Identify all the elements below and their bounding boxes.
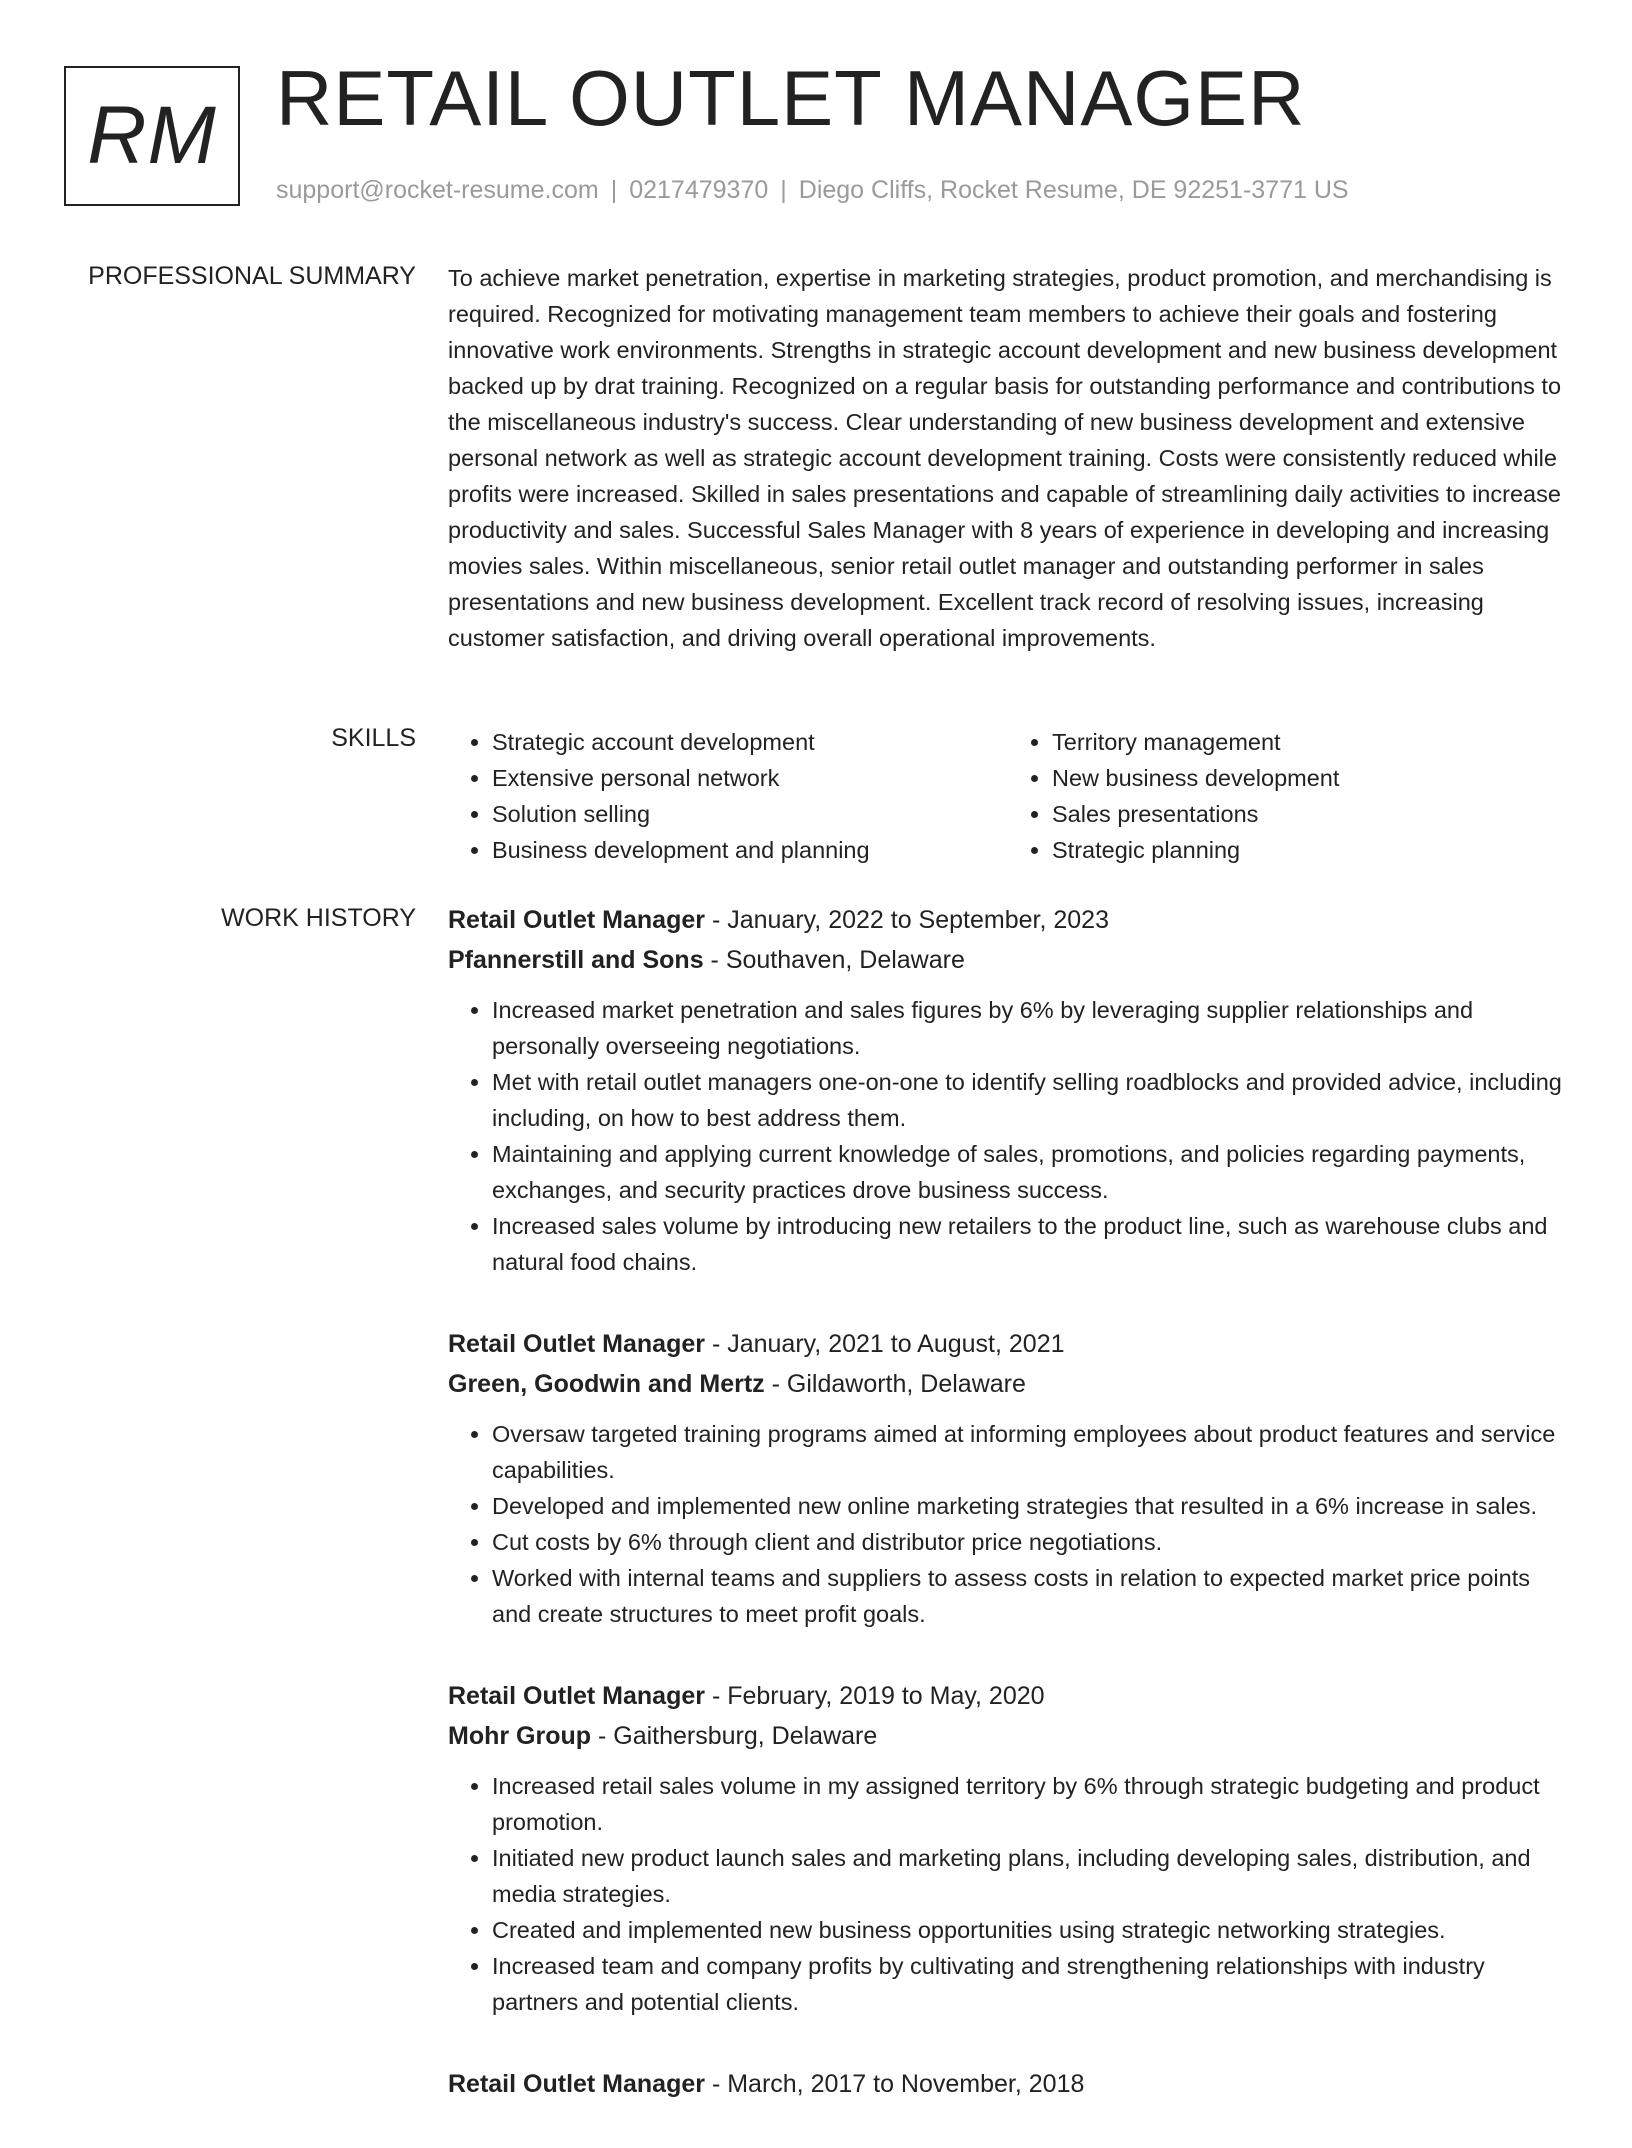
job-dates: - February, 2019 to May, 2020 — [705, 1682, 1045, 1710]
skill-item: • Strategic planning — [1052, 832, 1568, 868]
job-bullet: • Developed and implemented new online marketing strategies that resulted in a 6% increase in sales. — [492, 1488, 1568, 1524]
job-title-line — [448, 900, 1568, 940]
job-bullet: • Increased sales volume by introducing new retailers to the product line, such as warehouse clubs and natural food chains. — [492, 1208, 1568, 1280]
job-title: Retail Outlet Manager — [448, 2070, 705, 2098]
job-bullet: • Increased retail sales volume in my assigned territory by 6% through strategic budgeting and product promotion. — [492, 1768, 1568, 1840]
job-title-line — [448, 2064, 1568, 2104]
job-bullet: • Maintaining and applying current knowledge of sales, promotions, and policies regarding payments, exchanges, and security practices drove business success. — [492, 1136, 1568, 1208]
resume-title: RETAIL OUTLET MANAGER — [276, 54, 1306, 142]
contact-line — [276, 176, 1349, 205]
job-bullet: • Increased market penetration and sales figures by 6% by leveraging supplier relationships and personally overseeing negotiations. — [492, 992, 1568, 1064]
job-dates: - January, 2021 to August, 2021 — [705, 1330, 1065, 1358]
job-bullet: • Increased team and company profits by cultivating and strengthening relationships with industry partners and potential clients. — [492, 1948, 1568, 2020]
summary-text: To achieve market penetration, expertise in marketing strategies, product promotion, and merchandising is required. Recognized for motivating management team members to achieve their goals and fostering innovative work environments. Strengths in strategic account development and new business development backed up by drat training. Recognized on a regular basis for outstanding performance and contributions to the miscellaneous industry's success. Clear understanding of new business development and extensive personal network as well as strategic account development training. Costs were consistently reduced while profits were increased. Skilled in sales presentations and capable of streamlining daily activities to increase productivity and sales. Successful Sales Manager with 8 years of experience in developing and increasing movies sales. Within miscellaneous, senior retail outlet manager and outstanding performer in sales presentations and new business development. Excellent track record of resolving issues, increasing customer satisfaction, and driving overall operational improvements. — [448, 265, 1562, 651]
company-name: Pfannerstill and Sons — [448, 946, 704, 974]
skill-item: • Solution selling — [492, 796, 1008, 832]
separator: | — [610, 176, 618, 204]
job-bullets — [448, 1416, 1568, 1632]
work-history — [448, 900, 1568, 2148]
job-bullet: • Met with retail outlet managers one-on-one to identify selling roadblocks and provided advice, including including, on how to best address them. — [492, 1064, 1568, 1136]
company-name: Green, Goodwin and Mertz — [448, 1370, 765, 1398]
skills-column-right — [1008, 724, 1568, 868]
skill-item: • Sales presentations — [1052, 796, 1568, 832]
company-location: - Gildaworth, Delaware — [764, 1370, 1026, 1398]
skill-item: • New business development — [1052, 760, 1568, 796]
separator: | — [780, 176, 787, 204]
job-bullet: • Worked with internal teams and suppliers to assess costs in relation to expected market price points and create structures to meet profit goals. — [492, 1560, 1568, 1632]
skill-item: • Business development and planning — [492, 832, 1008, 868]
job-title-line — [448, 1676, 1568, 1716]
job-dates: - March, 2017 to November, 2018 — [705, 2070, 1085, 2098]
company-line — [448, 1364, 1568, 1404]
job-entry — [448, 900, 1568, 1280]
job-entry — [448, 1324, 1568, 1632]
monogram-logo: RM — [64, 66, 240, 206]
company-line — [448, 1716, 1568, 1756]
company-location: - Gaithersburg, Delaware — [591, 1722, 878, 1750]
skill-item: • Territory management — [1052, 724, 1568, 760]
job-title-line — [448, 1324, 1568, 1364]
job-bullet: • Initiated new product launch sales and marketing plans, including developing sales, distribution, and media strategies. — [492, 1840, 1568, 1912]
skills-column-left — [448, 724, 1008, 868]
job-bullet: • Created and implemented new business opportunities using strategic networking strategies. — [492, 1912, 1568, 1948]
phone-number: 0217479370 — [629, 176, 769, 204]
job-title: Retail Outlet Manager — [448, 906, 705, 934]
company-location: - Southaven, Delaware — [703, 946, 965, 974]
section-label-work-history: WORK HISTORY — [221, 904, 416, 932]
postal-address: Diego Cliffs, Rocket Resume, DE 92251-3771 US — [798, 176, 1349, 204]
skill-item: • Extensive personal network — [492, 760, 1008, 796]
job-entry — [448, 2064, 1568, 2104]
skill-item: • Strategic account development — [492, 724, 1008, 760]
company-name: Mohr Group — [448, 1722, 592, 1750]
email-address: support@rocket-resume.com — [276, 176, 599, 204]
job-entry — [448, 1676, 1568, 2020]
job-dates: - January, 2022 to September, 2023 — [705, 906, 1109, 934]
job-bullet: • Cut costs by 6% through client and distributor price negotiations. — [492, 1524, 1568, 1560]
skills-list — [448, 724, 1568, 868]
job-bullets — [448, 1768, 1568, 2020]
job-bullet: • Oversaw targeted training programs aimed at informing employees about product features and service capabilities. — [492, 1416, 1568, 1488]
section-label-summary: PROFESSIONAL SUMMARY — [88, 262, 416, 290]
job-title: Retail Outlet Manager — [448, 1330, 705, 1358]
job-bullets — [448, 992, 1568, 1280]
company-line — [448, 940, 1568, 980]
job-title: Retail Outlet Manager — [448, 1682, 705, 1710]
section-label-skills: SKILLS — [331, 724, 416, 752]
